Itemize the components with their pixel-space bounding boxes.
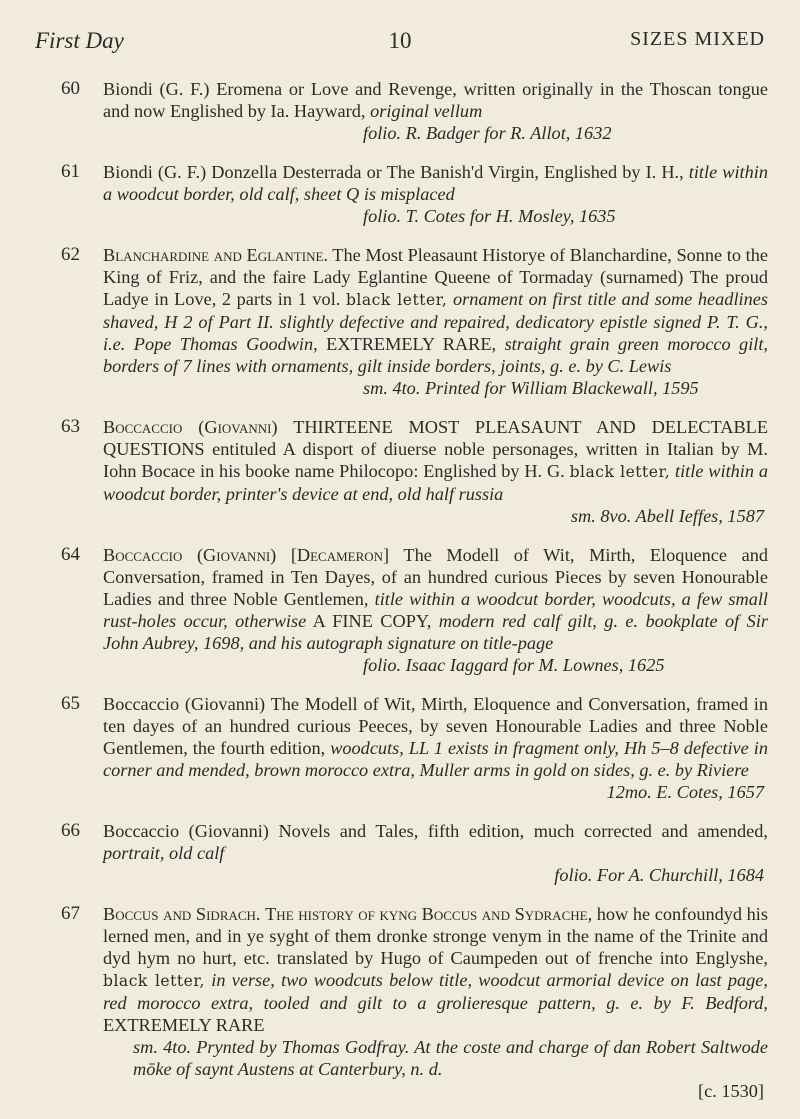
lot-heading: Biondi (G. F.) Donzella Desterrada or The Banish'd Virgin, Englished by I. H., bbox=[103, 162, 684, 182]
lot-note: portrait, old calf bbox=[103, 843, 225, 863]
lot-imprint: folio. T. Cotes for H. Mosley, 1635 bbox=[363, 206, 616, 226]
lot-note: ornament on first title and some headlines shaved, H 2 of Part II. slightly defective and repaired, dedicatory epistle signed P. T. G., i.e. Pope Thomas Goodwin, bbox=[103, 289, 768, 354]
lot-number: 65 bbox=[61, 693, 80, 714]
lot-list bbox=[35, 78, 768, 1119]
lot-heading-smallcaps: Blanchardine and Eglantine. bbox=[103, 245, 328, 265]
lot-condition: A FINE COPY, bbox=[312, 611, 432, 631]
lot-note: original vellum bbox=[370, 101, 483, 121]
lot-imprint: sm. 8vo. Abell Ieffes, 1587 bbox=[570, 506, 764, 526]
lot-blackletter: black letter, bbox=[569, 463, 671, 481]
lot-note-2: straight grain green morocco gilt, borders of 7 lines with ornaments, gilt inside borders, joints, g. e. by C. Lewis bbox=[103, 334, 768, 376]
lot-number: 66 bbox=[61, 820, 80, 841]
lot-note: in verse, two woodcuts below title, woodcut armorial device on last page, red morocco extra, tooled and gilt to a grolieresque pattern, g. e. by F. Bedford, bbox=[103, 970, 768, 1013]
running-title: First Day bbox=[35, 28, 124, 53]
lot-imprint: folio. Isaac Iaggard for M. Lownes, 1625 bbox=[363, 655, 665, 675]
lot-date: [c. 1530] bbox=[698, 1081, 764, 1101]
lot-number: 67 bbox=[61, 903, 80, 924]
lot-imprint: 12mo. E. Cotes, 1657 bbox=[606, 782, 764, 802]
lot-heading: Boccaccio (Giovanni) Novels and Tales, fifth edition, much corrected and amended, bbox=[103, 821, 768, 841]
lot-entry bbox=[35, 244, 768, 399]
lot-imprint: sm. 4to. Printed for William Blackewall, 1595 bbox=[363, 378, 699, 398]
lot-note: woodcuts, LL 1 exists in fragment only, Hh 5–8 defective in corner and mended, brown morocco extra, Muller arms in gold on sides, g. e. by Riviere bbox=[103, 738, 768, 780]
lot-note-2: modern red calf gilt, g. e. bookplate of Sir John Aubrey, 1698, and his autograph signature on title-page bbox=[103, 611, 769, 653]
lot-heading: Biondi (G. F.) Eromena or Love and Revenge, written originally in the Thoscan tongue and now Englished by Ia. Hayward, bbox=[103, 79, 768, 121]
lot-number: 60 bbox=[61, 78, 80, 99]
lot-number: 63 bbox=[61, 416, 80, 437]
lot-note: title within a woodcut border, printer's device at end, old half russia bbox=[103, 461, 768, 504]
lot-entry bbox=[35, 903, 768, 1102]
lot-imprint: folio. R. Badger for R. Allot, 1632 bbox=[363, 123, 612, 143]
lot-title-caps: THIRTEENE MOST PLEASAUNT AND DELECTABLE QUESTIONS bbox=[103, 417, 768, 459]
lot-title-caps: The history of kyng Boccus and Sydrache, bbox=[265, 904, 593, 924]
lot-heading-smallcaps: Boccaccio (Giovanni) [Decameron] bbox=[103, 545, 390, 565]
lot-number: 61 bbox=[61, 161, 80, 182]
lot-heading: how he confoundyd his lerned men, and in ye syght of them dronke stronge venym in the name of the Trinite and dyd hym no hurt, etc. translated by Hugo of Caumpeden out of frenche into Englyshe, bbox=[103, 904, 769, 968]
lot-imprint: folio. For A. Churchill, 1684 bbox=[554, 865, 764, 885]
page-header bbox=[35, 28, 765, 60]
lot-heading-smallcaps: Boccus and Sidrach. bbox=[103, 904, 261, 924]
lot-number: 62 bbox=[61, 244, 80, 265]
lot-entry bbox=[35, 416, 768, 527]
lot-note: title within a woodcut border, old calf, sheet Q is misplaced bbox=[103, 162, 768, 204]
lot-blackletter: black letter, bbox=[103, 972, 205, 990]
lot-heading: The Most Pleasaunt Historye of Blanchardine, Sonne to the King of Friz, and the faire Lady Eglantine Queene of Tormaday (surnamed) The proud Ladye in Love, 2 parts in 1 vol. bbox=[103, 245, 768, 309]
lot-blackletter: black letter, bbox=[345, 291, 448, 309]
lot-entry bbox=[35, 820, 768, 886]
lot-entry bbox=[35, 78, 768, 144]
lot-rarity: EXTREMELY RARE bbox=[103, 1015, 265, 1035]
lot-note: title within a woodcut border, woodcuts, a few small rust-holes occur, otherwise bbox=[103, 589, 769, 631]
lot-heading: Boccaccio (Giovanni) The Modell of Wit, Mirth, Eloquence and Conversation, framed in ten dayes of an hundred curious Peeces, by seven Honourable Ladies and three Noble Gentlemen, the fourth edition, bbox=[103, 694, 768, 758]
lot-imprint: sm. 4to. Prynted by Thomas Godfray. At the coste and charge of dan Robert Saltwode mōke of saynt Austens at Canterbury, n. d. bbox=[133, 1037, 768, 1079]
lot-rarity: EXTREMELY RARE, bbox=[326, 334, 497, 354]
lot-entry bbox=[35, 693, 768, 803]
lot-number: 64 bbox=[61, 544, 80, 565]
page-number: 10 bbox=[388, 28, 412, 53]
lot-heading-smallcaps: Boccaccio (Giovanni) bbox=[103, 417, 278, 437]
lot-entry bbox=[35, 544, 768, 676]
section-title: SIZES MIXED bbox=[630, 28, 765, 50]
lot-heading: entituled A disport of diuerse noble personages, written in Italian by M. Iohn Bocace in his booke name Philocopo: Englished by H. G. bbox=[103, 439, 768, 481]
lot-heading: The Modell of Wit, Mirth, Eloquence and Conversation, framed in Ten Dayes, of an hundred curious Pieces by seven Honourable Ladies and three Noble Gentlemen, bbox=[103, 545, 768, 609]
lot-entry bbox=[35, 161, 768, 227]
